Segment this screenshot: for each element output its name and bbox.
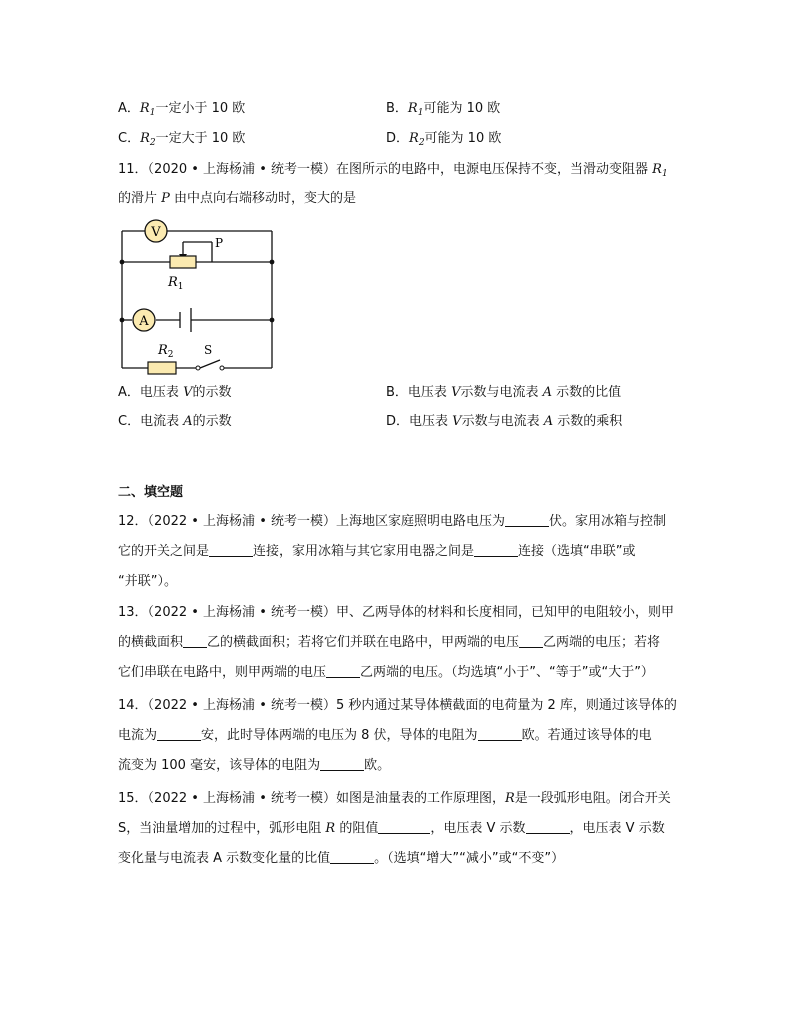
r1-label: $R_1$	[168, 275, 184, 292]
q14-line3: 流变为 100 毫安，该导体的电阻为 欧。	[118, 758, 391, 773]
answer-blank[interactable]	[519, 633, 543, 648]
answer-blank[interactable]	[320, 756, 364, 771]
answer-blank[interactable]	[183, 633, 207, 648]
q12-line1: 12．（2022 • 上海杨浦 • 统考一模）上海地区家庭照明电路电压为 伏。家用冰箱与控制	[118, 514, 667, 529]
q12-line3: “并联”）。	[118, 574, 177, 589]
answer-blank[interactable]	[330, 849, 374, 864]
q11-option-b: B．电压表 V示数与电流表 A 示数的比值	[386, 385, 622, 400]
q11-stem-line2: 的滑片 P 由中点向右端移动时，变大的是	[118, 191, 357, 206]
answer-blank[interactable]	[474, 542, 518, 557]
q15-line3: 变化量与电流表 A 示数变化量的比值 。（选填“增大”“减小”或“不变”）	[118, 851, 565, 866]
q13-line2: 的横截面积 乙的横截面积；若将它们并联在电路中，甲两端的电压 乙两端的电压；若将	[118, 635, 661, 650]
q11-stem-line1: 11．（2020 • 上海杨浦 • 统考一模）在图所示的电路中，电源电压保持不变，当滑动变阻器 $R_1$	[118, 162, 668, 179]
q10-option-b: B．$R_1$可能为 10 欧	[386, 101, 501, 118]
switch-s-label: S	[204, 343, 213, 357]
voltmeter-label: V	[151, 225, 161, 240]
answer-blank[interactable]	[478, 726, 522, 741]
q11-option-c: C．电流表 A的示数	[118, 414, 232, 429]
q11-option-a: A．电压表 V的示数	[118, 385, 232, 400]
q15-line2: S，当油量增加的过程中，弧形电阻 R 的阻值 ，电压表 V 示数 ，电压表 V 示数	[118, 821, 665, 836]
ammeter-label: A	[139, 314, 149, 329]
answer-blank[interactable]	[378, 819, 430, 834]
q13-line3: 它们串联在电路中，则甲两端的电压 乙两端的电压。（均选填“小于”、“等于”或“大于”）	[118, 665, 654, 680]
q10-option-d: D．$R_2$可能为 10 欧	[386, 131, 502, 148]
q15-line1: 15．（2022 • 上海杨浦 • 统考一模）如图是油量表的工作原理图，R是一段弧形电阻。闭合开关	[118, 791, 671, 806]
slider-p-label: P	[215, 236, 224, 250]
q11-option-d: D．电压表 V示数与电流表 A 示数的乘积	[386, 414, 623, 429]
q10-option-c: C．$R_2$一定大于 10 欧	[118, 131, 246, 148]
answer-blank[interactable]	[326, 663, 360, 678]
q14-line2: 电流为 安，此时导体两端的电压为 8 伏，导体的电阻为 欧。若通过该导体的电	[118, 728, 652, 743]
answer-blank[interactable]	[209, 542, 253, 557]
q10-option-a: A．$R_1$一定小于 10 欧	[118, 101, 246, 118]
q11-circuit-diagram	[112, 214, 282, 376]
section-title: 二、填空题	[118, 485, 184, 500]
answer-blank[interactable]	[157, 726, 201, 741]
answer-blank[interactable]	[505, 512, 549, 527]
q14-line1: 14．（2022 • 上海杨浦 • 统考一模）5 秒内通过某导体横截面的电荷量为 2 库，则通过该导体的	[118, 698, 677, 713]
answer-blank[interactable]	[526, 819, 570, 834]
q12-line2: 它的开关之间是 连接，家用冰箱与其它家用电器之间是 连接（选填“串联”或	[118, 544, 636, 559]
r2-label: $R_2$	[158, 343, 174, 360]
q13-line1: 13．（2022 • 上海杨浦 • 统考一模）甲、乙两导体的材料和长度相同，已知甲的电阻较小，则甲	[118, 605, 674, 620]
